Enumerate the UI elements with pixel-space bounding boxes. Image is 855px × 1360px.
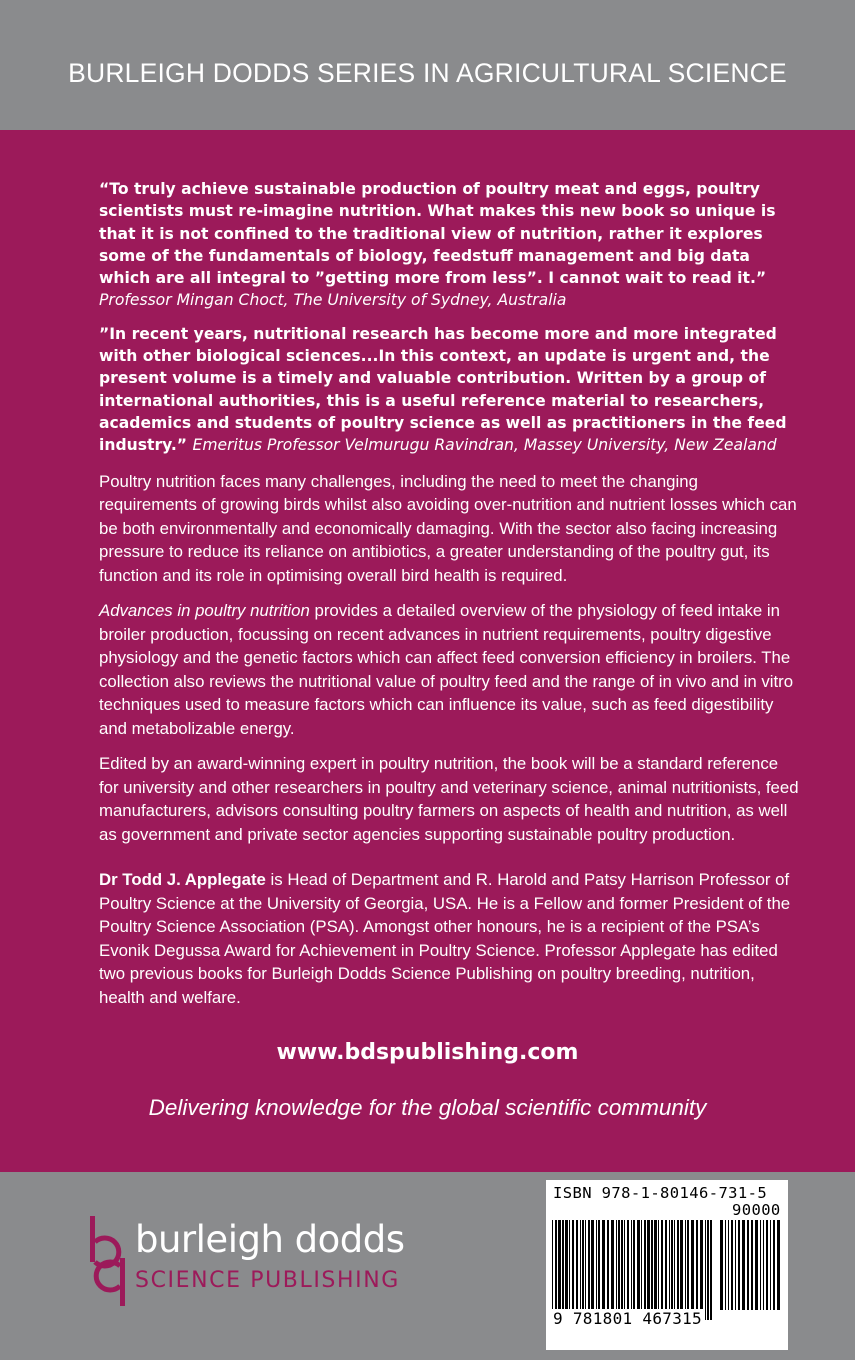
- editor-bio-text: is Head of Department and R. Harold and Patsy Harrison Professor of Poultry Science at the University of Georgia, USA. He is a Fellow and former President of the Poultry Science Association (PSA). Amongst other honours, he is a recipient of the PSA’s Evonik Degussa Award for Achievement in Poultry Science. Professor Applegate has edited two previous books for Burleigh Dodds Science Publishing on poultry breeding, nutrition, health and welfare.: [99, 870, 791, 1007]
- barcode-bar: [644, 1220, 646, 1320]
- barcode-bar: [618, 1220, 620, 1320]
- barcode-addon-bar: [770, 1220, 771, 1310]
- barcode-addon-bars: [718, 1220, 782, 1320]
- quote-2: [99, 323, 799, 457]
- barcode-bar: [651, 1220, 653, 1320]
- barcode-bar: [602, 1220, 605, 1320]
- barcode-addon-bar: [773, 1220, 775, 1310]
- barcode-bar: [607, 1220, 609, 1320]
- website-link[interactable]: www.bdspublishing.com: [276, 1040, 579, 1065]
- barcode-bar: [582, 1220, 584, 1320]
- description-paragraph-1: Poultry nutrition faces many challenges, including the need to meet the changing requirements of growing birds whilst also avoiding over-nutrition and nutrient losses which can be both environmentally and economically damaging. With the sector also facing increasing pressure to reduce its reliance on antibiotics, a greater understanding of the poultry gut, its function and its role in optimising overall bird health is required.: [99, 471, 797, 585]
- barcode-bar: [705, 1220, 706, 1320]
- barcode-bar: [661, 1220, 663, 1320]
- barcode-bar: [558, 1220, 561, 1320]
- barcode-bar: [627, 1220, 629, 1320]
- barcode-bar: [680, 1220, 683, 1320]
- barcode-bar: [696, 1220, 698, 1320]
- quote-1-attribution: Professor Mingan Choct, The University of Sydney, Australia: [99, 291, 567, 310]
- logo-wordmark: burleigh dodds: [135, 1218, 405, 1261]
- description-paragraph-3: Edited by an award-winning expert in poultry nutrition, the book will be a standard reference for university and other researchers in poultry and veterinary science, animal nutritionists, feed manufacturers, advisors consulting poultry farmers on aspects of health and nutrition, as well as government and private sector agencies supporting sustainable poultry production.: [99, 754, 799, 844]
- barcode-bar: [580, 1220, 581, 1320]
- quote-1: [99, 178, 799, 312]
- barcode-bar: [591, 1220, 594, 1320]
- quote-2-text: ”In recent years, nutritional research has become more and more integrated with other biological sciences...In this context, an update is urgent and, the present volume is a timely and valuable contribution. Written by a group of international authorities, this is a useful reference material to researchers, academics and students of poultry science as well as practitioners in the feed industry.”: [99, 324, 787, 455]
- barcode-addon-bar: [720, 1220, 723, 1310]
- barcode-bar: [707, 1220, 709, 1320]
- barcode-addon-bar: [731, 1220, 733, 1310]
- barcode-bar: [641, 1220, 642, 1320]
- content-body: [99, 178, 799, 1021]
- barcode-bar: [633, 1220, 635, 1320]
- barcode-bar: [691, 1220, 694, 1320]
- barcode-bar: [677, 1220, 679, 1320]
- barcode-addon-bar: [751, 1220, 753, 1310]
- barcode-bar: [700, 1220, 703, 1320]
- description-paragraph-2-text: provides a detailed overview of the physiology of feed intake in broiler production, focussing on recent advances in nutrient requirements, poultry digestive physiology and the genetic factors which can affect feed conversion efficiency in broilers. The collection also reviews the nutritional value of poultry feed and the range of in vivo and in vitro techniques used to measure factors which can influence its value, such as feed digestibility and metabolizable energy.: [99, 601, 794, 738]
- barcode-bar: [572, 1220, 574, 1320]
- series-title: BURLEIGH DODDS SERIES IN AGRICULTURAL SCIENCE: [68, 58, 787, 88]
- quote-1-text: “To truly achieve sustainable production of poultry meat and eggs, poultry scientists must re-imagine nutrition. What makes this new book so unique is that it is not confined to the traditional view of nutrition, rather it explores some of the fundamentals of biology, feedstuff management and big data which are all integral to ”getting more from less”. I cannot wait to read it.”: [99, 180, 776, 288]
- barcode-bar: [685, 1220, 686, 1320]
- description-paragraph-2: [99, 599, 799, 740]
- barcode-bar: [687, 1220, 689, 1320]
- barcode-addon-bar: [777, 1220, 780, 1310]
- barcode-addon-bar: [763, 1220, 764, 1310]
- barcode-bar: [555, 1220, 557, 1320]
- barcode-bar: [576, 1220, 578, 1320]
- barcode-digits: 9 781801 467315: [553, 1309, 702, 1328]
- barcode-bar: [665, 1220, 667, 1320]
- book-title: Advances in poultry nutrition: [99, 601, 310, 621]
- tagline: Delivering knowledge for the global scientific community: [148, 1095, 707, 1120]
- barcode-addon-bar: [747, 1220, 749, 1310]
- barcode-bar: [596, 1220, 597, 1320]
- barcode-addon-bar: [760, 1220, 761, 1310]
- barcode-bar: [647, 1220, 650, 1320]
- barcode-addon-bar: [742, 1220, 745, 1310]
- isbn-label: ISBN 978-1-80146-731-5: [553, 1184, 768, 1202]
- barcode-addon-bar: [728, 1220, 729, 1310]
- barcode-bar: [669, 1220, 670, 1320]
- barcode-bar: [585, 1220, 586, 1320]
- barcode-bar: [565, 1220, 568, 1320]
- barcode-bar: [710, 1220, 712, 1320]
- barcode-bar: [671, 1220, 673, 1320]
- barcode-addon-bar: [738, 1220, 740, 1310]
- barcode-bar: [658, 1220, 659, 1320]
- quote-2-attribution: Emeritus Professor Velmurugu Ravindran, Massey University, New Zealand: [192, 436, 777, 455]
- barcode-bars: [552, 1220, 714, 1320]
- barcode-addon-bar: [766, 1220, 768, 1310]
- barcode-addon-bar: [755, 1220, 758, 1310]
- barcode-bar: [674, 1220, 675, 1320]
- barcode-bar: [598, 1220, 600, 1320]
- barcode-bar: [654, 1220, 657, 1320]
- barcode-addon-bar: [735, 1220, 736, 1310]
- barcode-bar: [637, 1220, 640, 1320]
- barcode-bar: [569, 1220, 570, 1320]
- barcode-bar: [562, 1220, 564, 1320]
- barcode-bar: [611, 1220, 614, 1320]
- logo-subtitle: SCIENCE PUBLISHING: [135, 1268, 400, 1293]
- editor-bio: [99, 868, 799, 1009]
- barcode-addon-bar: [725, 1220, 726, 1310]
- barcode-bar: [552, 1220, 553, 1320]
- bd-logo-icon: [82, 1214, 142, 1310]
- barcode-bar: [621, 1220, 623, 1320]
- barcode-bar: [631, 1220, 632, 1320]
- barcode-bar: [624, 1220, 625, 1320]
- editor-name: Dr Todd J. Applegate: [99, 870, 266, 890]
- barcode-bar: [588, 1220, 590, 1320]
- price-code: 90000: [732, 1201, 781, 1219]
- barcode-bar: [616, 1220, 617, 1320]
